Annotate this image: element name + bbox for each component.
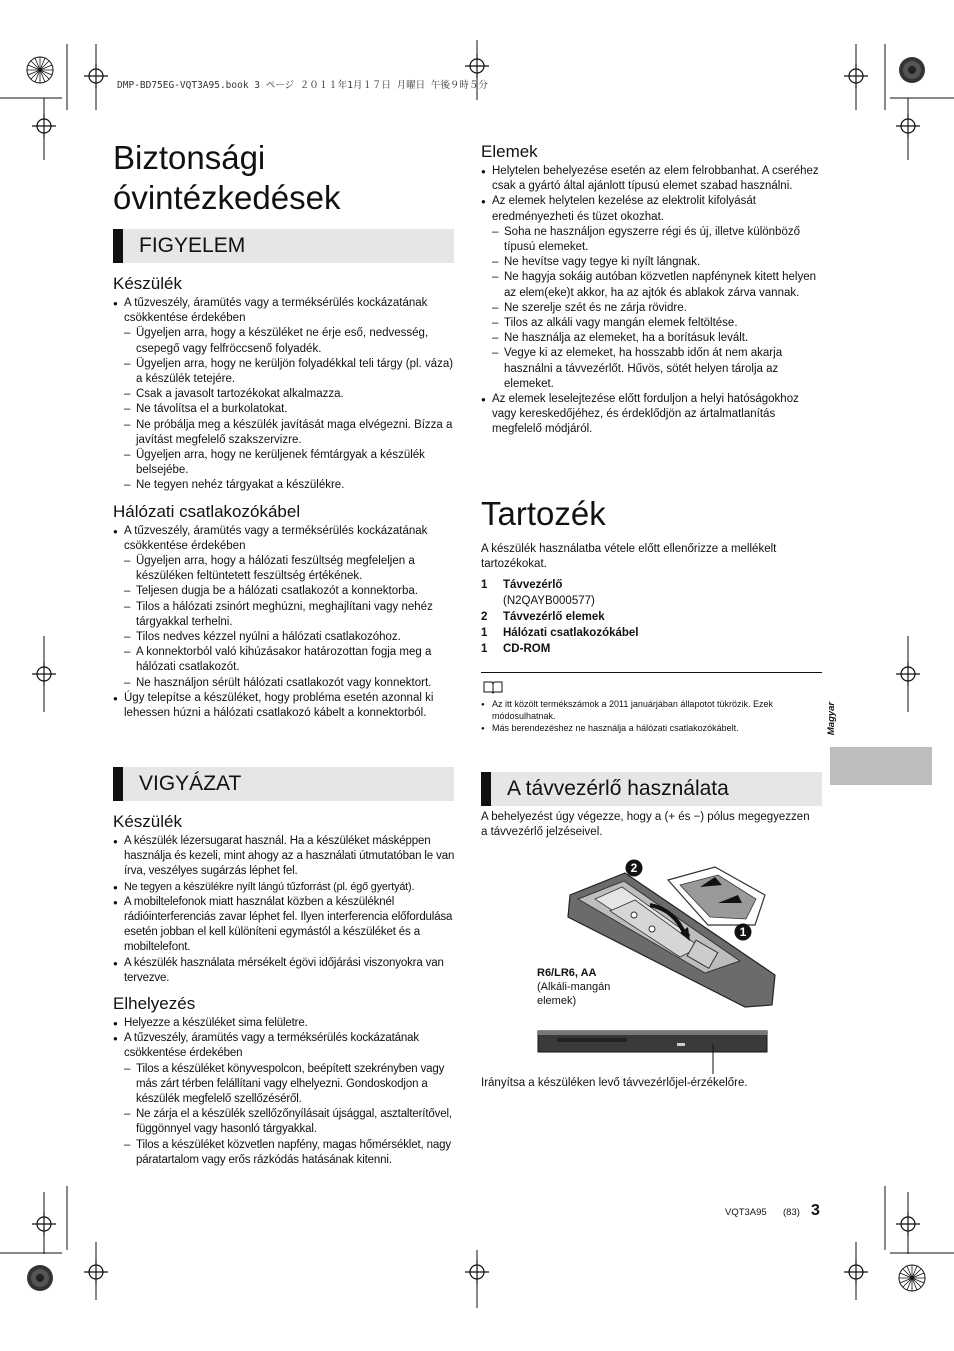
divider xyxy=(481,672,822,673)
bullet-item: ● A készülék lézersugarat használ. Ha a készüléket másképpen használja és kezeli, mint ahogy az a használati útmutatóban le van írva, veszélyes sugárzás léphet fel. xyxy=(113,834,458,880)
player-illustration xyxy=(537,1028,769,1076)
accessory-item: 2 Távvezérlő elemek xyxy=(481,611,605,623)
note-item: ● Más berendezéshez ne használja a hálózati csatlakozókábelt. xyxy=(481,722,826,734)
print-header: DMP-BD75EG-VQT3A95.book 3 ページ ２０１１年1月１７日 月曜日 午後９時５分 xyxy=(117,80,488,91)
dash-item: – Ügyeljen arra, hogy ne kerüljenek fémtárgyak a készülék belsejébe. xyxy=(124,448,455,478)
bullet-item: ● A tűzveszély, áramütés vagy a terméksérülés kockázatának csökkentése érdekében – Ügyeljen arra, hogy a hálózati feszültség megfeleljen a készüléken feltüntetett feszültség értékének. – Teljesen dugja be a hálózati csatlakozót a konnektorba. – Tilos a hálózati zsinórt meghúzni, meghajlítani vagy nehéz tárgyakkal terhelni. – Tilos nedves kézzel nyúlni a hálózati csatlakozóhoz. – A konnektorból való kihúzásakor határozottan fogja meg a hálózati csatlakozót. – Ne használjon sérült hálózati csatlakozót vagy konnektort. xyxy=(113,524,455,691)
page-number: 3 xyxy=(811,1202,820,1219)
bullet-item: ● A tűzveszély, áramütés vagy a terméksérülés kockázatának csökkentése érdekében – Tilos a készüléket könyvespolcon, beépített szekrényben vagy más zárt térben felállítani vagy elhelyezni. Gondoskodjon a készülék megfelelő szellőzéséről. – Ne zárja el a készülék szellőzőnyílásait újsággal, asztalterítővel, függönnyel vagy hasonló tárgyakkal. – Tilos a készüléket közvetlen napfény, magas hőmérséklet, nagy páratartalom vagy erős rázkódás hatásának kitenni. xyxy=(113,1031,458,1168)
bullet-item: ● A tűzveszély, áramütés vagy a terméksérülés kockázatának csökkentése érdekében – Ügyeljen arra, hogy a készüléket ne érje eső, nedvesség, csepegő vagy felfröccsenő folyadék. – Ügyeljen arra, hogy ne kerüljön folyadékkal teli tárgy (pl. váza) a készülék tetejére. – Csak a javasolt tartozékokat alkalmazza. – Ne távolítsa el a burkolatokat. – Ne próbálja meg a készülék javítását maga elvégezni. Bízza a javítást megfelelő szakszervizre. – Ügyeljen arra, hogy ne kerüljenek fémtárgyak a készülék belsejébe. – Ne tegyen nehéz tárgyakat a készülékre. xyxy=(113,296,455,494)
accessory-item: 1 CD-ROM xyxy=(481,643,551,655)
dash-item: – Ügyeljen arra, hogy ne kerüljön folyadékkal teli tárgy (pl. váza) a készülék tetejére. xyxy=(124,357,455,387)
figyelem-section xyxy=(113,274,455,721)
battery-sub1: (Alkáli-mangán xyxy=(537,981,611,993)
dash-item: – Ne hevítse vagy tegye ki nyílt lángnak. xyxy=(492,255,825,270)
accessory-list xyxy=(481,577,825,657)
keszulek-title: Készülék xyxy=(113,274,182,293)
tartozek-section xyxy=(481,494,825,657)
dash-item: – Ne tegyen nehéz tárgyakat a készülékre. xyxy=(124,478,455,493)
dash-item: – Tilos a készüléket könyvespolcon, beépített szekrényben vagy más zárt térben felállítani vagy elhelyezni. Gondoskodjon a készülék megfelelő szellőzéséről. xyxy=(124,1062,458,1108)
footer-code: VQT3A95 xyxy=(725,1207,767,1218)
tavvezerlo-intro: A behelyezést úgy végezze, hogy a (+ és −) pólus megegyezzen a távvezérlő jelzéseivel. xyxy=(481,811,810,838)
page-title xyxy=(113,138,458,218)
bullet-item: ● Helyezze a készüléket sima felületre. xyxy=(113,1016,458,1031)
sensor-caption: Irányítsa a készüléken levő távvezérlőjel-érzékelőre. xyxy=(481,1077,748,1089)
elhelyezes-title: Elhelyezés xyxy=(113,994,196,1014)
battery-sub2: elemek) xyxy=(537,995,577,1007)
note-item: ● Az itt közölt termékszámok a 2011 januárjában állapotot tükrözik. Ezek módosulhatnak. xyxy=(481,698,826,722)
dash-item: – Ne hagyja sokáig autóban közvetlen napfénynek kitett helyen az elem(eke)t akkor, ha az ajtók és ablakok zárva vannak. xyxy=(492,270,825,300)
dash-item: – Csak a javasolt tartozékokat alkalmazza. xyxy=(124,387,455,402)
bullet-item: ● A készülék használata mérsékelt égövi időjárási viszonyokra van tervezve. xyxy=(113,956,458,986)
dash-item: – Tilos nedves kézzel nyúlni a hálózati csatlakozóhoz. xyxy=(124,630,455,645)
keszulek-title: Készülék xyxy=(113,812,182,831)
page-title-line2: óvintézkedések xyxy=(113,179,341,216)
page-title-line1: Biztonsági xyxy=(113,139,266,176)
dash-item: – A konnektorból való kihúzásakor határozottan fogja meg a hálózati csatlakozót. xyxy=(124,645,455,675)
dash-item: – Tilos a hálózati zsinórt meghúzni, meghajlítani vagy nehéz tárgyakkal terhelni. xyxy=(124,600,455,630)
tartozek-title: Tartozék xyxy=(481,495,606,532)
accessory-item-sub: (N2QAYB000577) xyxy=(503,595,595,607)
left-column xyxy=(113,138,458,218)
halozati-title: Hálózati csatlakozókábel xyxy=(113,501,301,521)
tartozek-intro: A készülék használatba vétele előtt ellenőrizze a mellékelt tartozékokat. xyxy=(481,543,777,570)
vigyazat-section xyxy=(113,812,458,1168)
callout-1-label: 1 xyxy=(739,925,747,939)
bullet-item: ● A mobiltelefonok miatt használat közben a készüléknél rádióinterferenciás zavar léphet fel. Ilyen interferencia előfordulása esetén jobban el kell különíteni egymástól a készüléket és a mobiltelefont. xyxy=(113,895,458,956)
book-icon xyxy=(483,680,503,694)
dash-item: – Vegye ki az elemeket, ha hosszabb időn át nem akarja használni a távvezérlőt. Hűvös, sötét helyen tárolja az elemeket. xyxy=(492,346,825,392)
dash-item: – Ne zárja el a készülék szellőzőnyílásait újsággal, asztalterítővel, függönnyel vagy hasonló tárgyakkal. xyxy=(124,1107,458,1137)
dash-item: – Ügyeljen arra, hogy a készüléket ne érje eső, nedvesség, csepegő vagy felfröccsenő folyadék. xyxy=(124,326,455,356)
accessory-item: 1 Hálózati csatlakozókábel xyxy=(481,627,639,639)
footer-sub: (83) xyxy=(783,1207,800,1218)
dash-item: – Tilos a készüléket közvetlen napfény, magas hőmérséklet, nagy páratartalom vagy erős rázkódás hatásának kitenni. xyxy=(124,1138,458,1168)
dash-item: – Ne szerelje szét és ne zárja rövidre. xyxy=(492,301,825,316)
dash-item: – Ne használja az elemeket, ha a borításuk levált. xyxy=(492,331,825,346)
elemek-section xyxy=(481,142,825,438)
language-label xyxy=(826,693,849,747)
bullet-item: ● Úgy telepítse a készüléket, hogy probléma esetén azonnal ki lehessen húzni a hálózati csatlakozó kábelt a konnektorból. xyxy=(113,691,455,721)
battery-type: R6/LR6, AA xyxy=(537,967,597,979)
bullet-item: ● Az elemek helytelen kezelése az elektrolit kifolyását eredményezheti és tüzet okozhat. – Soha ne használjon egyszerre régi és új, illetve különböző típusú elemeket. – Ne hevítse vagy tegye ki nyílt lángnak. – Ne hagyja sokáig autóban közvetlen napfénynek kitett helyen az elem(eke)t akkor, ha az ajtók és ablakok zárva vannak. – Ne szerelje szét és ne zárja rövidre. – Tilos az alkáli vagy mangán elemek feltöltése. – Ne használja az elemeket, ha a borításuk levált. – Vegye ki az elemeket, ha hosszabb időn át nem akarja használni a távvezérlőt. Hűvös, sötét helyen tárolja az elemeket. xyxy=(481,194,825,392)
notes xyxy=(481,698,826,734)
bullet-item: ● Ne tegyen a készülékre nyílt lángú tűzforrást (pl. égő gyertyát). xyxy=(113,880,458,895)
bullet-item: ● Helytelen behelyezése esetén az elem felrobbanhat. A cseréhez csak a gyártó által ajánlott típusú elemet szabad használni. xyxy=(481,164,825,194)
bullet-item: ● Az elemek leselejtezése előtt forduljon a helyi hatóságokhoz vagy kereskedőjéhez, és érdeklődjön az ártalmatlanítás megfelelő módjáról. xyxy=(481,392,825,438)
dash-item: – Teljesen dugja be a hálózati csatlakozót a konnektorba. xyxy=(124,584,455,599)
dash-item: – Ügyeljen arra, hogy a hálózati feszültség megfeleljen a készüléken feltüntetett feszültség értékének. xyxy=(124,554,455,584)
tavvezerlo-heading: A távvezérlő használata xyxy=(481,772,822,806)
elemek-title: Elemek xyxy=(481,142,538,161)
dash-item: – Ne használjon sérült hálózati csatlakozót vagy konnektort. xyxy=(124,676,455,691)
callout-2-label: 2 xyxy=(630,861,638,875)
dash-item: – Ne távolítsa el a burkolatokat. xyxy=(124,402,455,417)
dash-item: – Ne próbálja meg a készülék javítását maga elvégezni. Bízza a javítást megfelelő szakszervizre. xyxy=(124,418,455,448)
dash-item: – Soha ne használjon egyszerre régi és új, illetve különböző típusú elemeket. xyxy=(492,225,825,255)
vigyazat-heading: VIGYÁZAT xyxy=(113,767,454,801)
dash-item: – Tilos az alkáli vagy mangán elemek feltöltése. xyxy=(492,316,825,331)
battery-label xyxy=(537,966,610,1008)
figyelem-heading: FIGYELEM xyxy=(113,229,454,263)
language-text: Magyar xyxy=(826,701,838,736)
language-tab xyxy=(830,747,932,785)
accessory-item: 1 Távvezérlő xyxy=(481,579,563,591)
